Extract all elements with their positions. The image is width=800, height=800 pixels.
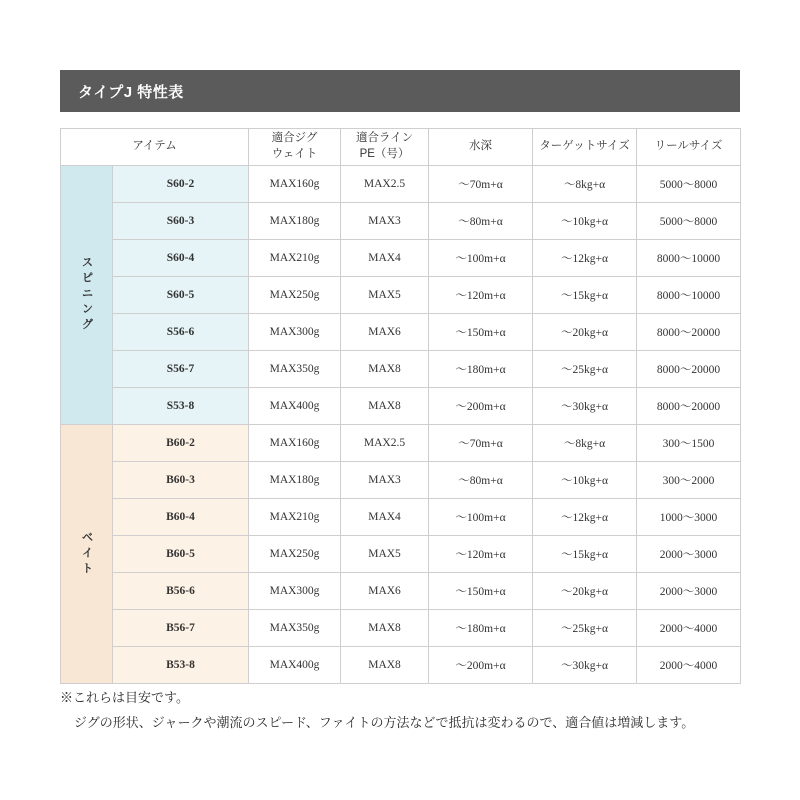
cell-jig-weight: MAX250g (249, 536, 341, 573)
footnote-line-1: ※これらは目安です。 (60, 690, 189, 705)
column-header-line: 適合ライン PE（号） (341, 129, 429, 166)
cell-reel: 8000〜10000 (637, 240, 741, 277)
cell-line: MAX3 (341, 462, 429, 499)
cell-jig-weight: MAX160g (249, 425, 341, 462)
cell-target: 〜15kg+α (533, 277, 637, 314)
cell-item: B53-8 (113, 647, 249, 684)
cell-reel: 300〜2000 (637, 462, 741, 499)
table-row (61, 351, 741, 388)
cell-depth: 〜150m+α (429, 314, 533, 351)
cell-reel: 5000〜8000 (637, 166, 741, 203)
cell-line: MAX8 (341, 351, 429, 388)
cell-jig-weight: MAX350g (249, 351, 341, 388)
table-header (61, 129, 741, 166)
cell-item: S60-4 (113, 240, 249, 277)
page-title: タイプJ 特性表 (78, 83, 184, 101)
cell-jig-weight: MAX350g (249, 610, 341, 647)
cell-jig-weight: MAX300g (249, 573, 341, 610)
cell-line: MAX8 (341, 647, 429, 684)
cell-jig-weight: MAX210g (249, 499, 341, 536)
cell-line: MAX5 (341, 277, 429, 314)
table-row (61, 425, 741, 462)
cell-reel: 2000〜4000 (637, 610, 741, 647)
cell-line: MAX2.5 (341, 425, 429, 462)
cell-item: S60-2 (113, 166, 249, 203)
table-row (61, 462, 741, 499)
group-label-spinning: スピニング (61, 166, 113, 425)
title-bar (60, 70, 740, 112)
table-row (61, 240, 741, 277)
cell-target: 〜10kg+α (533, 462, 637, 499)
cell-line: MAX8 (341, 610, 429, 647)
cell-target: 〜8kg+α (533, 166, 637, 203)
cell-target: 〜25kg+α (533, 610, 637, 647)
table-row (61, 536, 741, 573)
cell-item: B60-3 (113, 462, 249, 499)
cell-reel: 8000〜20000 (637, 351, 741, 388)
cell-target: 〜30kg+α (533, 647, 637, 684)
cell-jig-weight: MAX210g (249, 240, 341, 277)
column-header-reel: リールサイズ (637, 129, 741, 166)
cell-item: S53-8 (113, 388, 249, 425)
cell-jig-weight: MAX180g (249, 203, 341, 240)
cell-target: 〜10kg+α (533, 203, 637, 240)
cell-reel: 8000〜20000 (637, 314, 741, 351)
footnote-line-2: ジグの形状、ジャークや潮流のスピード、ファイトの方法などで抵抗は変わるので、適合値は増減します。 (74, 714, 695, 730)
cell-depth: 〜70m+α (429, 425, 533, 462)
cell-depth: 〜180m+α (429, 610, 533, 647)
cell-target: 〜30kg+α (533, 388, 637, 425)
cell-depth: 〜80m+α (429, 203, 533, 240)
cell-depth: 〜200m+α (429, 388, 533, 425)
cell-reel: 1000〜3000 (637, 499, 741, 536)
cell-target: 〜20kg+α (533, 314, 637, 351)
table-row (61, 203, 741, 240)
cell-depth: 〜120m+α (429, 277, 533, 314)
cell-reel: 5000〜8000 (637, 203, 741, 240)
cell-reel: 8000〜20000 (637, 388, 741, 425)
cell-item: B60-5 (113, 536, 249, 573)
cell-item: S56-7 (113, 351, 249, 388)
cell-line: MAX6 (341, 573, 429, 610)
cell-line: MAX8 (341, 388, 429, 425)
cell-reel: 2000〜4000 (637, 647, 741, 684)
cell-item: S60-3 (113, 203, 249, 240)
column-header-target: ターゲットサイズ (533, 129, 637, 166)
table-row (61, 647, 741, 684)
table-row (61, 610, 741, 647)
cell-line: MAX5 (341, 536, 429, 573)
cell-line: MAX4 (341, 499, 429, 536)
cell-depth: 〜70m+α (429, 166, 533, 203)
cell-jig-weight: MAX160g (249, 166, 341, 203)
cell-line: MAX3 (341, 203, 429, 240)
cell-reel: 2000〜3000 (637, 536, 741, 573)
table-row (61, 499, 741, 536)
cell-depth: 〜150m+α (429, 573, 533, 610)
cell-target: 〜12kg+α (533, 240, 637, 277)
cell-line: MAX2.5 (341, 166, 429, 203)
cell-jig-weight: MAX250g (249, 277, 341, 314)
cell-target: 〜8kg+α (533, 425, 637, 462)
cell-jig-weight: MAX300g (249, 314, 341, 351)
cell-depth: 〜180m+α (429, 351, 533, 388)
table-header-row (61, 129, 741, 166)
footnotes (60, 686, 760, 735)
table-body (61, 166, 741, 684)
cell-depth: 〜200m+α (429, 647, 533, 684)
spec-table (60, 128, 741, 684)
group-label-bait: ベイト (61, 425, 113, 684)
cell-jig-weight: MAX400g (249, 388, 341, 425)
column-header-item: アイテム (61, 129, 249, 166)
cell-target: 〜20kg+α (533, 573, 637, 610)
cell-target: 〜15kg+α (533, 536, 637, 573)
cell-depth: 〜100m+α (429, 240, 533, 277)
cell-item: B56-6 (113, 573, 249, 610)
column-header-depth: 水深 (429, 129, 533, 166)
cell-item: B56-7 (113, 610, 249, 647)
cell-item: B60-2 (113, 425, 249, 462)
cell-jig-weight: MAX400g (249, 647, 341, 684)
cell-target: 〜12kg+α (533, 499, 637, 536)
cell-item: S56-6 (113, 314, 249, 351)
cell-depth: 〜100m+α (429, 499, 533, 536)
table-row (61, 166, 741, 203)
cell-reel: 8000〜10000 (637, 277, 741, 314)
table-row (61, 388, 741, 425)
cell-item: B60-4 (113, 499, 249, 536)
table-row (61, 277, 741, 314)
table-row (61, 573, 741, 610)
table-row (61, 314, 741, 351)
column-header-jig-weight: 適合ジグ ウェイト (249, 129, 341, 166)
cell-item: S60-5 (113, 277, 249, 314)
cell-jig-weight: MAX180g (249, 462, 341, 499)
cell-line: MAX4 (341, 240, 429, 277)
cell-reel: 300〜1500 (637, 425, 741, 462)
cell-depth: 〜80m+α (429, 462, 533, 499)
cell-reel: 2000〜3000 (637, 573, 741, 610)
cell-line: MAX6 (341, 314, 429, 351)
cell-target: 〜25kg+α (533, 351, 637, 388)
cell-depth: 〜120m+α (429, 536, 533, 573)
